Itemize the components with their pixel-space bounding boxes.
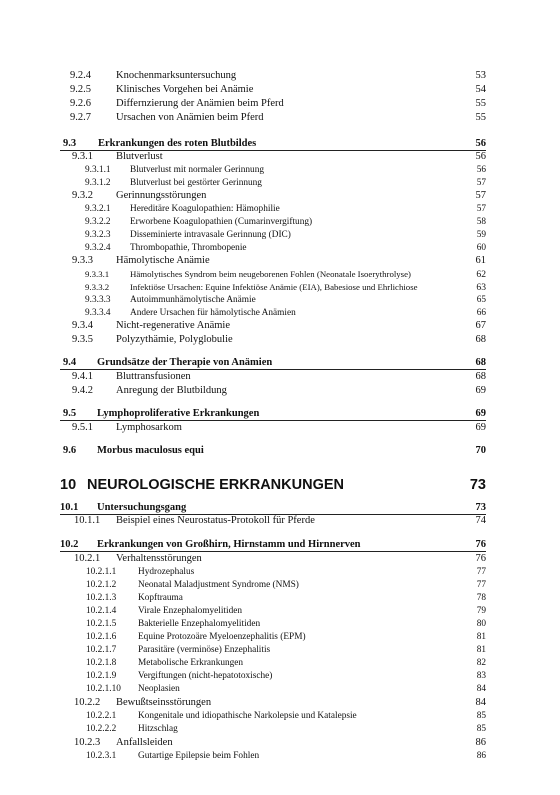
entry-number: 10.2.1.1 <box>86 567 117 577</box>
entry-title: Virale Enzephalomyelitiden <box>138 606 242 616</box>
entry-page: 74 <box>475 515 486 526</box>
entry-page: 76 <box>475 553 486 564</box>
chapter-page: 73 <box>469 477 486 493</box>
entry-page: 70 <box>475 445 486 456</box>
entry-title: Blutverlust mit normaler Gerinnung <box>130 165 265 175</box>
entry-number: 10.2.1.3 <box>86 593 117 603</box>
entry-title: Grundsätze der Therapie von Anämien <box>97 357 273 368</box>
entry-number: 9.3.2.3 <box>85 230 111 240</box>
entry-page: 78 <box>476 593 486 603</box>
entry-page: 77 <box>476 580 486 590</box>
entry-page: 80 <box>476 619 486 629</box>
entry-number: 10.2.1.2 <box>86 580 117 590</box>
entry-title: Metabolische Erkrankungen <box>138 658 244 668</box>
entry-number: 9.4.1 <box>72 371 93 382</box>
entry-number: 9.3.3.3 <box>85 295 111 305</box>
entry-number: 9.2.7 <box>70 112 91 123</box>
entry-number: 9.3.1 <box>72 151 93 162</box>
entry-page: 65 <box>476 295 486 305</box>
entry-number: 10.1 <box>60 502 79 513</box>
entry-number: 9.2.5 <box>70 84 91 95</box>
entry-page: 55 <box>475 98 486 109</box>
entry-page: 86 <box>475 737 486 748</box>
entry-title: Neonatal Maladjustment Syndrome (NMS) <box>138 580 299 590</box>
entry-title: Hitzschlag <box>138 724 178 734</box>
entry-page: 73 <box>475 502 486 513</box>
entry-number: 9.4.2 <box>72 385 93 396</box>
entry-number: 9.5 <box>63 408 77 419</box>
entry-number: 10.2.2 <box>74 697 101 708</box>
entry-title: Hereditäre Koagulopathien: Hämophilie <box>130 204 280 214</box>
entry-page: 57 <box>476 204 486 214</box>
entry-page: 68 <box>475 334 486 345</box>
entry-page: 77 <box>476 567 486 577</box>
entry-number: 9.3.2.2 <box>85 217 111 227</box>
entry-title: Hämolytische Anämie <box>116 255 210 266</box>
entry-title: Vergiftungen (nicht-hepatotoxische) <box>138 671 273 681</box>
entry-title: Knochenmarksuntersuchung <box>116 70 237 81</box>
entry-page: 67 <box>475 320 486 331</box>
entry-page: 55 <box>475 112 486 123</box>
entry-title: Differnzierung der Anämien beim Pferd <box>116 98 284 109</box>
entry-title: Gutartige Epilepsie beim Fohlen <box>138 751 260 761</box>
entry-title: Blutverlust bei gestörter Gerinnung <box>130 178 262 188</box>
entry-page: 69 <box>475 385 486 396</box>
entry-title: Klinisches Vorgehen bei Anämie <box>116 84 254 95</box>
entry-title: Erkrankungen des roten Blutbildes <box>98 138 257 149</box>
entry-page: 59 <box>476 230 486 240</box>
entry-number: 9.3.2 <box>72 190 93 201</box>
entry-page: 81 <box>476 632 486 642</box>
entry-title: Infektiöse Ursachen: Equine Infektiöse Anämie (EIA), Babesiose und Ehrlichiose <box>130 282 418 292</box>
entry-page: 86 <box>476 751 486 761</box>
entry-title: Autoimmunhämolytische Anämie <box>130 295 256 305</box>
entry-page: 60 <box>476 243 486 253</box>
entry-number: 9.4 <box>63 357 77 368</box>
entry-title: Bewußtseinsstörungen <box>116 697 212 708</box>
chapter-title: NEUROLOGISCHE ERKRANKUNGEN <box>87 477 344 493</box>
entry-title: Morbus maculosus equi <box>97 445 204 456</box>
entry-title: Equine Protozoäre Myeloenzephalitis (EPM) <box>138 632 306 642</box>
entry-page: 61 <box>475 255 486 266</box>
entry-page: 69 <box>475 408 486 419</box>
entry-title: Verhaltensstörungen <box>116 553 202 564</box>
entry-number: 9.3.2.1 <box>85 204 111 214</box>
entry-title: Lymphoproliferative Erkrankungen <box>97 408 260 419</box>
entry-title: Nicht-regenerative Anämie <box>116 320 230 331</box>
entry-number: 9.3.2.4 <box>85 243 111 253</box>
entry-number: 10.2.3.1 <box>86 751 117 761</box>
entry-page: 84 <box>476 684 486 694</box>
entry-number: 10.2 <box>60 539 79 550</box>
entry-number: 10.2.1.6 <box>86 632 117 642</box>
entry-page: 81 <box>476 645 486 655</box>
entry-title: Parasitäre (verminöse) Enzephalitis <box>138 645 271 655</box>
entry-number: 10.2.1.4 <box>86 606 117 616</box>
entry-title: Hämolytisches Syndrom beim neugeborenen Fohlen (Neonatale Isoerythrolyse) <box>130 269 411 279</box>
entry-title: Kongenitale und idiopathische Narkolepsie und Katalepsie <box>138 711 357 721</box>
entry-number: 10.2.2.1 <box>86 711 117 721</box>
entry-title: Neoplasien <box>138 684 180 694</box>
entry-page: 56 <box>476 165 486 175</box>
entry-number: 9.3.4 <box>72 320 93 331</box>
entry-page: 68 <box>475 371 486 382</box>
entry-page: 56 <box>475 138 486 149</box>
entry-page: 53 <box>475 70 486 81</box>
entry-title: Erworbene Koagulopathien (Cumarinvergiftung) <box>130 217 313 227</box>
entry-page: 82 <box>476 658 486 668</box>
entry-number: 10.2.1.7 <box>86 645 117 655</box>
entry-title: Beispiel eines Neurostatus-Protokoll für Pferde <box>116 515 315 526</box>
entry-number: 9.3.1.1 <box>85 165 111 175</box>
entry-number: 10.2.1.10 <box>86 684 121 694</box>
entry-title: Thrombopathie, Thrombopenie <box>130 243 247 253</box>
entry-page: 57 <box>475 190 486 201</box>
entry-number: 9.3.1.2 <box>85 178 111 188</box>
entry-title: Anregung der Blutbildung <box>116 385 227 396</box>
entry-number: 9.3.3.1 <box>85 269 110 279</box>
entry-number: 9.5.1 <box>72 422 93 433</box>
entry-title: Lymphosarkom <box>116 422 182 433</box>
section-divider <box>60 369 486 370</box>
entry-page: 76 <box>475 539 486 550</box>
entry-page: 56 <box>475 151 486 162</box>
entry-title: Disseminierte intravasale Gerinnung (DIC) <box>130 230 291 240</box>
entry-page: 63 <box>476 282 486 293</box>
entry-title: Andere Ursachen für hämolytische Anämien <box>130 308 296 318</box>
entry-page: 62 <box>476 269 486 280</box>
entry-number: 9.2.6 <box>70 98 91 109</box>
entry-page: 79 <box>476 606 486 616</box>
entry-number: 10.2.1.8 <box>86 658 117 668</box>
entry-title: Gerinnungsstörungen <box>116 190 207 201</box>
entry-number: 9.3.3.2 <box>85 282 110 292</box>
chapter-number: 10 <box>60 477 77 493</box>
entry-page: 69 <box>475 422 486 433</box>
section-divider <box>60 420 486 421</box>
entry-number: 9.3.5 <box>72 334 93 345</box>
entry-title: Polyzythämie, Polyglobulie <box>116 334 233 345</box>
entry-title: Erkrankungen von Großhirn, Hirnstamm und Hirnnerven <box>97 539 361 550</box>
entry-title: Kopftrauma <box>138 593 183 603</box>
entry-page: 84 <box>475 697 486 708</box>
entry-number: 9.6 <box>63 445 77 456</box>
entry-title: Ursachen von Anämien beim Pferd <box>116 112 264 123</box>
entry-number: 9.2.4 <box>70 70 91 81</box>
entry-page: 58 <box>476 217 486 227</box>
entry-page: 66 <box>476 308 486 318</box>
entry-number: 10.2.1 <box>74 553 101 564</box>
entry-number: 9.3.3 <box>72 255 93 266</box>
entry-number: 10.2.1.5 <box>86 619 117 629</box>
entry-page: 54 <box>475 84 486 95</box>
entry-title: Bakterielle Enzephalomyelitiden <box>138 619 261 629</box>
entry-number: 10.2.3 <box>74 737 101 748</box>
section-divider <box>60 551 486 552</box>
entry-page: 68 <box>475 357 486 368</box>
entry-number: 9.3.3.4 <box>85 308 111 318</box>
entry-title: Blutverlust <box>116 151 163 162</box>
entry-number: 10.2.1.9 <box>86 671 117 681</box>
entry-page: 85 <box>476 711 486 721</box>
entry-page: 83 <box>476 671 486 681</box>
entry-page: 57 <box>476 178 486 188</box>
entry-number: 10.1.1 <box>74 515 101 526</box>
entry-number: 10.2.2.2 <box>86 724 117 734</box>
entry-page: 85 <box>476 724 486 734</box>
entry-title: Bluttransfusionen <box>116 371 191 382</box>
entry-number: 9.3 <box>63 138 77 149</box>
entry-title: Untersuchungsgang <box>97 502 187 513</box>
entry-title: Anfallsleiden <box>116 737 173 748</box>
entry-title: Hydrozephalus <box>138 567 195 577</box>
